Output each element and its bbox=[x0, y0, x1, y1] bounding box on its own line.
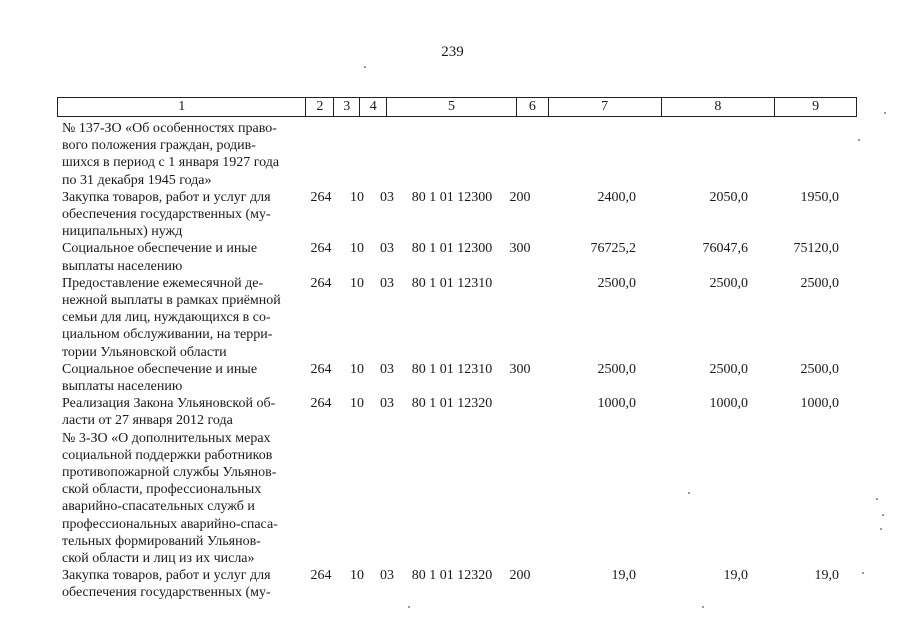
description-line: противопожарной службы Ульянов- bbox=[62, 465, 277, 481]
amount-col8: 2500,0 bbox=[709, 275, 748, 291]
scan-speck bbox=[882, 514, 884, 516]
target-article-code: 80 1 01 12310 bbox=[411, 361, 493, 377]
amount-col9: 2500,0 bbox=[800, 275, 839, 291]
table-row bbox=[62, 189, 852, 241]
description-line: Социальное обеспечение и иные bbox=[62, 241, 258, 257]
expense-type-code: 200 bbox=[509, 189, 531, 205]
subsection-code: 03 bbox=[380, 189, 394, 205]
ministry-code: 264 bbox=[310, 568, 332, 584]
ministry-code: 264 bbox=[310, 275, 332, 291]
amount-col9: 19,0 bbox=[814, 568, 839, 584]
ministry-code: 264 bbox=[310, 361, 332, 377]
subsection-code: 03 bbox=[380, 396, 394, 412]
target-article-code: 80 1 01 12300 bbox=[411, 189, 493, 205]
description-line: Социальное обеспечение и иные bbox=[62, 361, 258, 377]
description-line: Предоставление ежемесячной де- bbox=[62, 275, 264, 291]
description-line: Закупка товаров, работ и услуг для bbox=[62, 189, 271, 205]
scan-speck bbox=[858, 139, 860, 141]
row-description bbox=[62, 240, 300, 274]
table-row bbox=[62, 120, 852, 189]
description-line: аварийно-спасательных служб и bbox=[62, 499, 255, 515]
section-code: 10 bbox=[350, 568, 364, 584]
description-line: шихся в период с 1 января 1927 года bbox=[62, 155, 280, 171]
subsection-code: 03 bbox=[380, 568, 394, 584]
table-row bbox=[62, 567, 852, 601]
expense-type-code: 200 bbox=[509, 568, 531, 584]
description-line: ниципальных) нужд bbox=[62, 224, 183, 240]
amount-col8: 19,0 bbox=[723, 568, 748, 584]
description-line: № 3-ЗО «О дополнительных мерах bbox=[62, 430, 271, 446]
amount-col9: 1950,0 bbox=[800, 189, 839, 205]
row-description bbox=[62, 395, 300, 567]
description-line: ской области, профессиональных bbox=[62, 482, 262, 498]
row-description bbox=[62, 361, 300, 395]
description-line: ласти от 27 января 2012 года bbox=[62, 413, 233, 429]
description-line: семьи для лиц, нуждающихся в со- bbox=[62, 310, 271, 326]
column-header: 2 bbox=[306, 98, 334, 116]
expense-type-code: 300 bbox=[509, 361, 531, 377]
description-line: нежной выплаты в рамках приёмной bbox=[62, 293, 281, 309]
row-description bbox=[62, 275, 300, 361]
ministry-code: 264 bbox=[310, 189, 332, 205]
description-line: обеспечения государственных (му- bbox=[62, 585, 271, 601]
amount-col7: 2500,0 bbox=[597, 275, 636, 291]
description-line: профессиональных аварийно-спаса- bbox=[62, 516, 278, 532]
column-header: 5 bbox=[387, 98, 517, 116]
amount-col9: 1000,0 bbox=[800, 396, 839, 412]
description-line: циальном обслуживании, на терри- bbox=[62, 327, 273, 343]
table-row bbox=[62, 395, 852, 567]
ministry-code: 264 bbox=[310, 241, 332, 257]
description-line: по 31 декабря 1945 года» bbox=[62, 172, 212, 188]
subsection-code: 03 bbox=[380, 361, 394, 377]
column-header: 6 bbox=[517, 98, 549, 116]
column-header: 3 bbox=[334, 98, 360, 116]
column-header: 1 bbox=[58, 98, 306, 116]
table-row bbox=[62, 240, 852, 274]
description-line: вого положения граждан, родив- bbox=[62, 138, 256, 154]
scan-speck bbox=[688, 492, 690, 494]
amount-col7: 2500,0 bbox=[597, 361, 636, 377]
amount-col8: 1000,0 bbox=[709, 396, 748, 412]
row-description bbox=[62, 120, 300, 189]
amount-col8: 76047,6 bbox=[702, 241, 748, 257]
description-line: социальной поддержки работников bbox=[62, 447, 273, 463]
subsection-code: 03 bbox=[380, 275, 394, 291]
scan-speck bbox=[364, 66, 366, 68]
description-line: тельных формирований Ульянов- bbox=[62, 533, 261, 549]
amount-col7: 2400,0 bbox=[597, 189, 636, 205]
column-header: 7 bbox=[549, 98, 662, 116]
expense-type-code: 300 bbox=[509, 241, 531, 257]
target-article-code: 80 1 01 12320 bbox=[411, 568, 493, 584]
scan-speck bbox=[880, 528, 882, 530]
amount-col7: 76725,2 bbox=[590, 241, 636, 257]
row-description bbox=[62, 567, 300, 601]
description-line: ской области и лиц из их числа» bbox=[62, 551, 255, 567]
column-header: 9 bbox=[812, 99, 820, 114]
scan-speck bbox=[862, 572, 864, 574]
ministry-code: 264 bbox=[310, 396, 332, 412]
description-line: выплаты населению bbox=[62, 258, 183, 274]
description-line: Реализация Закона Ульяновской об- bbox=[62, 396, 276, 412]
target-article-code: 80 1 01 12320 bbox=[411, 396, 493, 412]
section-code: 10 bbox=[350, 361, 364, 377]
scan-speck bbox=[876, 498, 878, 500]
amount-col7: 19,0 bbox=[611, 568, 636, 584]
description-line: № 137-ЗО «Об особенностях право- bbox=[62, 121, 277, 136]
amount-col8: 2500,0 bbox=[709, 361, 748, 377]
page-number: 239 bbox=[441, 44, 464, 60]
column-header: 8 bbox=[662, 98, 776, 116]
amount-col8: 2050,0 bbox=[709, 189, 748, 205]
description-line: обеспечения государственных (му- bbox=[62, 207, 271, 223]
section-code: 10 bbox=[350, 241, 364, 257]
amount-col7: 1000,0 bbox=[597, 396, 636, 412]
description-line: Закупка товаров, работ и услуг для bbox=[62, 568, 271, 584]
table-row bbox=[62, 275, 852, 361]
section-code: 10 bbox=[350, 189, 364, 205]
amount-col9: 75120,0 bbox=[793, 241, 839, 257]
target-article-code: 80 1 01 12310 bbox=[411, 275, 493, 291]
subsection-code: 03 bbox=[380, 241, 394, 257]
section-code: 10 bbox=[350, 396, 364, 412]
column-header-row bbox=[57, 97, 857, 117]
budget-table-body bbox=[62, 120, 852, 602]
scan-speck bbox=[408, 606, 410, 608]
table-row bbox=[62, 361, 852, 395]
scan-speck bbox=[884, 112, 886, 114]
row-description bbox=[62, 189, 300, 241]
column-header: 4 bbox=[360, 98, 387, 116]
description-line: выплаты населению bbox=[62, 379, 183, 395]
amount-col9: 2500,0 bbox=[800, 361, 839, 377]
target-article-code: 80 1 01 12300 bbox=[411, 241, 493, 257]
description-line: тории Ульяновской области bbox=[62, 344, 227, 360]
scan-speck bbox=[702, 606, 704, 608]
section-code: 10 bbox=[350, 275, 364, 291]
